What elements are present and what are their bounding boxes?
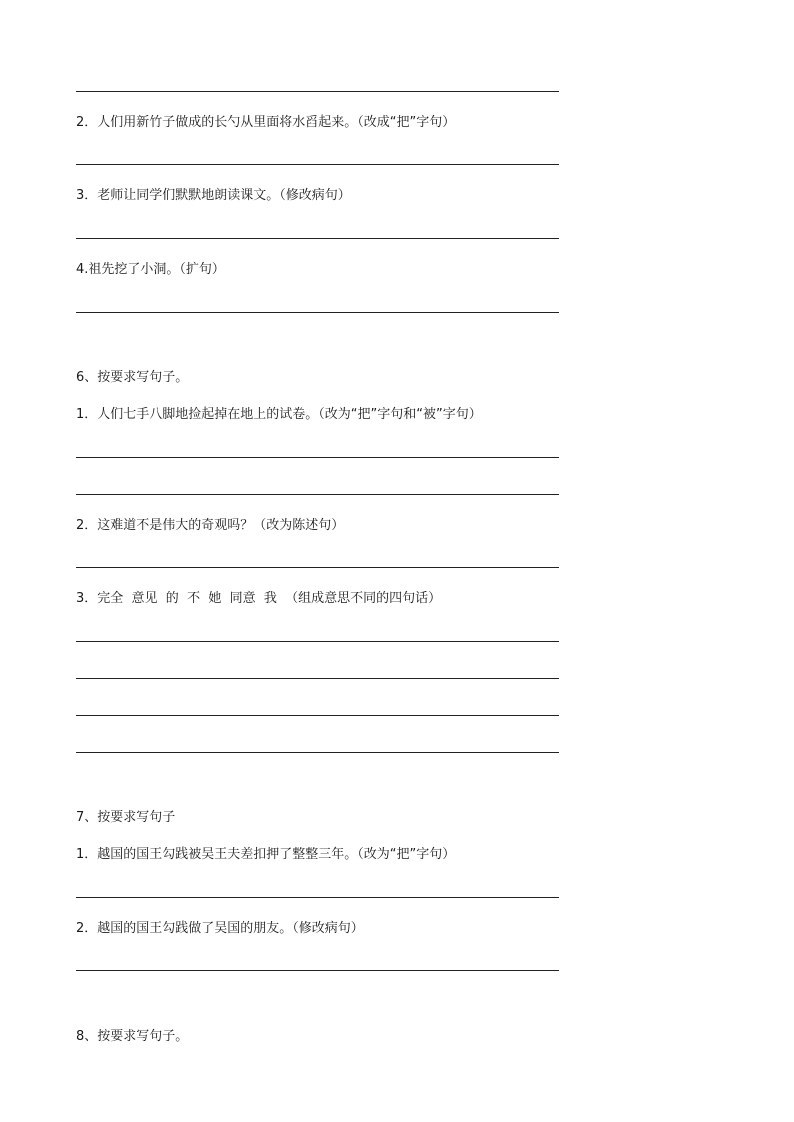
section-7-heading: 7、按要求写句子 bbox=[76, 810, 176, 825]
question-6-2: 2．这难道不是伟大的奇观吗？（改为陈述句） bbox=[76, 518, 345, 533]
question-6-1: 1．人们七手八脚地捡起掉在地上的试卷。（改为“把”字句和“被”字句） bbox=[76, 407, 482, 422]
answer-line[interactable] bbox=[76, 897, 559, 898]
question-7-1: 1．越国的国王勾践被吴王夫差扣押了整整三年。（改为“把”字句） bbox=[76, 847, 456, 862]
answer-line[interactable] bbox=[76, 715, 559, 716]
answer-line[interactable] bbox=[76, 494, 559, 495]
answer-line[interactable] bbox=[76, 567, 559, 568]
answer-line[interactable] bbox=[76, 457, 559, 458]
answer-line[interactable] bbox=[76, 752, 559, 753]
question-6-3: 3．完全 意见 的 不 她 同意 我 （组成意思不同的四句话） bbox=[76, 591, 442, 606]
section-8-heading: 8、按要求写句子。 bbox=[76, 1029, 189, 1044]
question-5-4: 4.祖先挖了小洞。（扩句） bbox=[76, 262, 225, 277]
answer-line[interactable] bbox=[76, 91, 559, 92]
answer-line[interactable] bbox=[76, 238, 559, 239]
question-5-3: 3．老师让同学们默默地朗读课文。（修改病句） bbox=[76, 188, 351, 203]
answer-line[interactable] bbox=[76, 164, 559, 165]
question-5-2: 2．人们用新竹子做成的长勺从里面将水舀起来。（改成“把”字句） bbox=[76, 115, 456, 130]
answer-line[interactable] bbox=[76, 678, 559, 679]
section-6-heading: 6、按要求写句子。 bbox=[76, 370, 189, 385]
answer-line[interactable] bbox=[76, 312, 559, 313]
answer-line[interactable] bbox=[76, 641, 559, 642]
answer-line[interactable] bbox=[76, 970, 559, 971]
question-7-2: 2．越国的国王勾践做了吴国的朋友。（修改病句） bbox=[76, 921, 364, 936]
